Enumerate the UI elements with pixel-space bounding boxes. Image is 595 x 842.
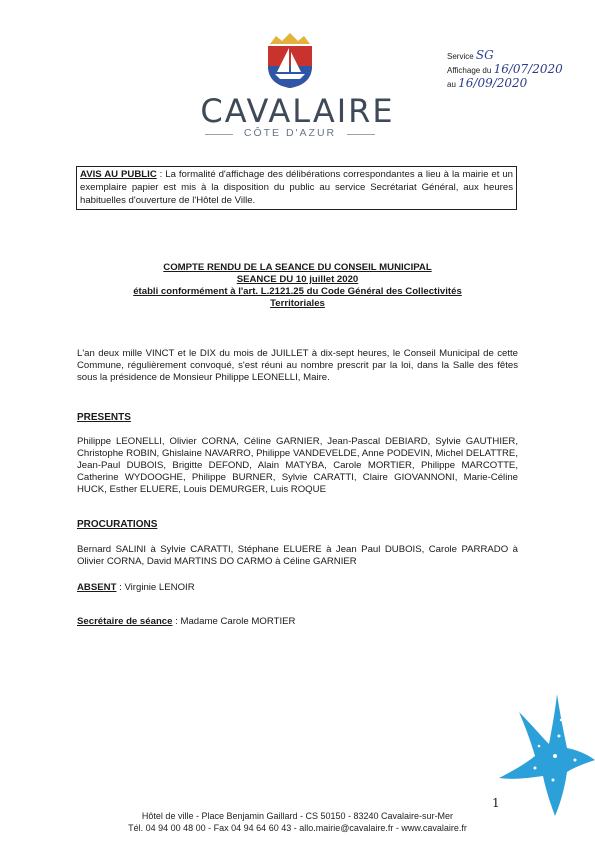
brand-tagline: CÔTE D'AZUR xyxy=(243,127,337,139)
absent-text: : Virginie LENOIR xyxy=(116,582,195,593)
footer-address: Hôtel de ville - Place Benjamin Gaillard - CS 50150 - 83240 Cavalaire-sur-Mer xyxy=(141,811,454,821)
absent-label: ABSENT xyxy=(77,582,117,593)
heading-line-3: établi conformément à l'art. L.2121.25 du Code Général des Collectivités xyxy=(133,286,462,297)
tagline-rule-right xyxy=(347,134,375,135)
stamp-service-value: SG xyxy=(475,48,494,62)
brand-tagline-row xyxy=(205,127,375,141)
heading-line-4: Territoriales xyxy=(270,298,325,309)
document-heading xyxy=(70,262,525,310)
stamp-affichage-label: Affichage du xyxy=(447,66,492,75)
starfish-icon xyxy=(495,690,595,820)
brand-name: CAVALAIRE xyxy=(200,92,395,130)
stamp-au-row xyxy=(447,76,587,90)
heading-line-1: COMPTE RENDU DE LA SEANCE DU CONSEIL MUNICIPAL xyxy=(163,262,432,273)
secretaire-line xyxy=(77,616,518,628)
stamp-affichage-value: 16/07/2020 xyxy=(493,62,563,76)
footer xyxy=(0,810,595,834)
city-crest-logo xyxy=(262,30,318,90)
presents-list: Philippe LEONELLI, Olivier CORNA, Céline GARNIER, Jean-Pascal DEBIARD, Sylvie GAUTHIER, Christophe ROBIN, Ghislaine NAVARRO, Philippe VANDEVELDE, Anne PODEVIN, Michel DELATTRE, Jean-Paul DUBOIS, Brigitte DEFOND, Alain MATYBA, Carole MORTIER, Philippe MARCOTTE, Catherine WYDOOGHE, Philippe BURNER, Sylvie CARATTI, Claire GIOVANNONI, Marie-Céline HUCK, Esther ELUERE, Louis DEMURGER, Luis ROQUE xyxy=(77,436,518,495)
secretaire-text: : Madame Carole MORTIER xyxy=(172,616,296,627)
footer-contact: Tél. 04 94 00 48 00 - Fax 04 94 64 60 43 - allo.mairie@cavalaire.fr - www.cavalaire.fr xyxy=(128,823,467,833)
tagline-rule-left xyxy=(205,134,233,135)
intro-paragraph: L'an deux mille VINCT et le DIX du mois de JUILLET à dix-sept heures, le Conseil Municipal de cette Commune, régulièrement convoqué, s'est réuni au nombre prescrit par la loi, dans la Salle des fêtes sous la présidence de Monsieur Philippe LEONELLI, Maire. xyxy=(77,348,518,383)
stamp-au-label: au xyxy=(447,80,456,89)
public-notice-box xyxy=(76,166,517,210)
page-number: 1 xyxy=(492,796,500,810)
notice-text: : La formalité d'affichage des délibérations correspondantes a lieu à la mairie et un exemplaire papier est mis à la disposition du public au service Secrétariat Général, aux heures habituelles d'ouverture de l'Hôtel de Ville. xyxy=(80,169,513,206)
heading-line-2: SEANCE DU 10 juillet 2020 xyxy=(236,274,359,285)
procurations-list: Bernard SALINI à Sylvie CARATTI, Stéphane ELUERE à Jean Paul DUBOIS, Carole PARRADO à Olivier CORNA, David MARTINS DO CARMO à Céline GARNIER xyxy=(77,544,518,567)
posting-stamp xyxy=(447,48,587,90)
stamp-service-row xyxy=(447,48,587,62)
secretaire-label: Secrétaire de séance xyxy=(77,616,173,627)
procurations-title: PROCURATIONS xyxy=(77,519,158,530)
absent-line xyxy=(77,582,518,594)
stamp-affichage-row xyxy=(447,62,587,76)
stamp-au-value: 16/09/2020 xyxy=(458,76,528,90)
notice-label: AVIS AU PUBLIC xyxy=(80,169,157,180)
presents-title: PRESENTS xyxy=(77,412,131,423)
stamp-service-label: Service xyxy=(447,52,474,61)
